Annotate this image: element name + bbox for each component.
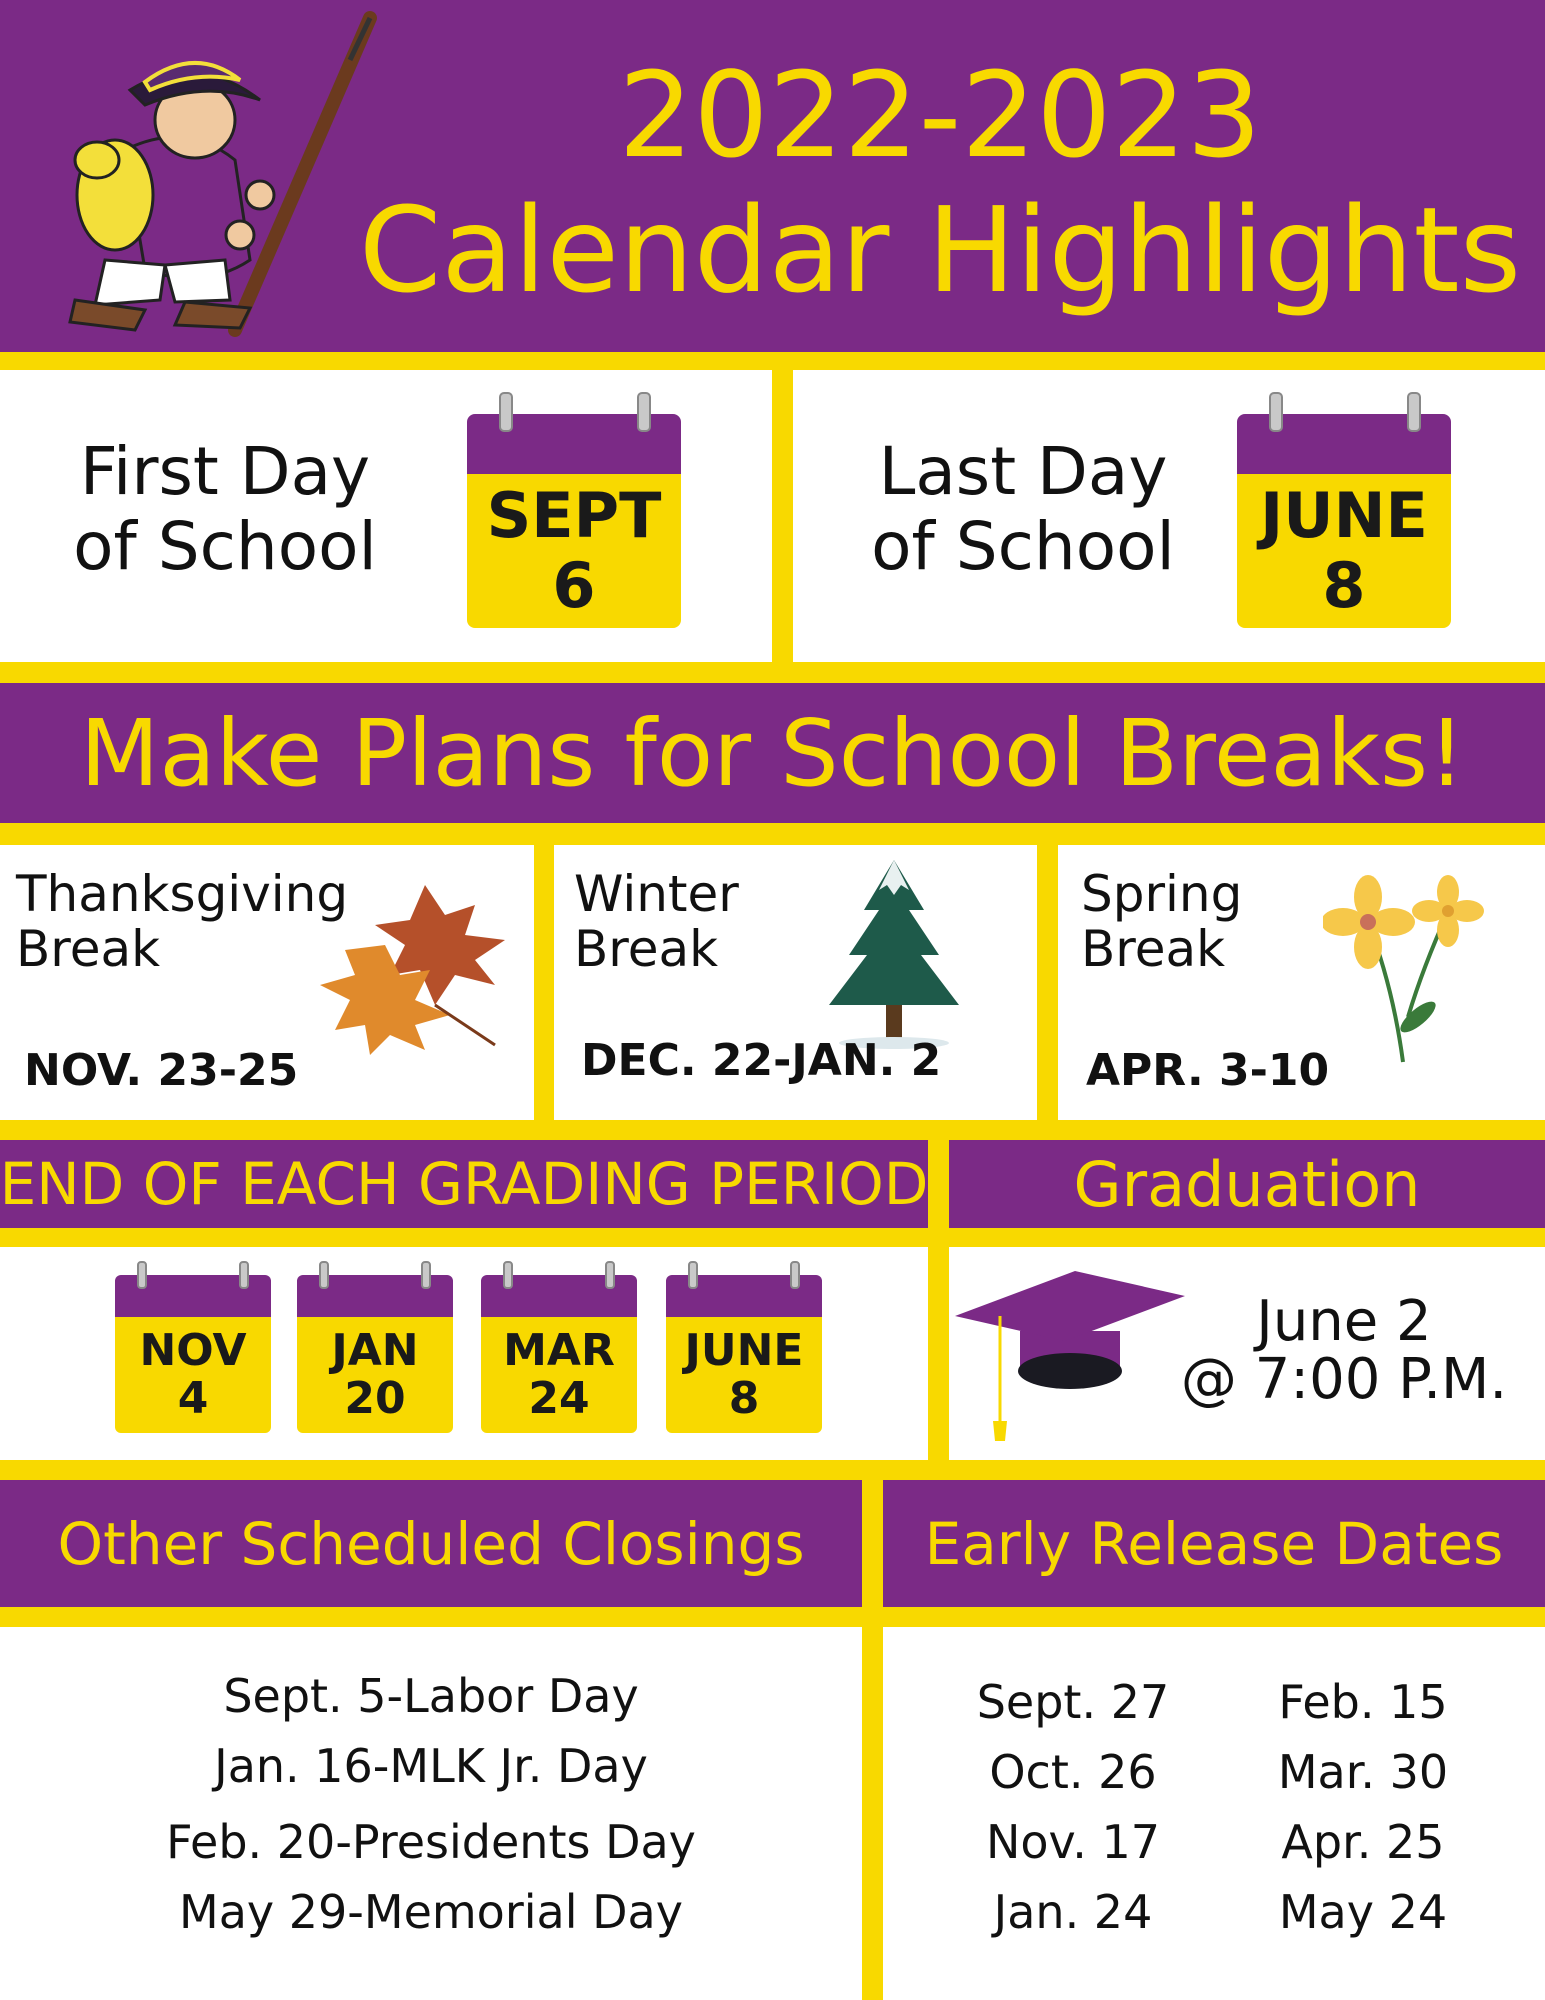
colonial-soldier-mascot-icon — [35, 10, 380, 340]
spring-date: APR. 3-10 — [1086, 1045, 1330, 1096]
early-release-date: Nov. 17 — [986, 1815, 1160, 1869]
early-release-title: Early Release Dates — [924, 1509, 1504, 1578]
grading-title: END OF EACH GRADING PERIOD — [0, 1150, 929, 1218]
early-release-date: Sept. 27 — [976, 1675, 1170, 1729]
last-day-panel — [793, 370, 1545, 662]
winter-date: DEC. 22-JAN. 2 — [581, 1035, 942, 1086]
breaks-banner — [0, 683, 1545, 823]
spring-name-1: Spring — [1081, 865, 1243, 923]
grading-month-4: JUNE — [684, 1325, 804, 1376]
first-day-month: SEPT — [486, 479, 662, 552]
thanksgiving-name-2: Break — [16, 920, 161, 978]
closings-title-bar — [0, 1480, 862, 1607]
early-release-date: Feb. 15 — [1278, 1675, 1448, 1729]
first-day-calendar-icon — [467, 414, 681, 628]
early-release-panel — [883, 1627, 1545, 2000]
early-release-date: Apr. 25 — [1281, 1815, 1445, 1869]
grading-day-3: 24 — [528, 1373, 590, 1424]
grading-calendar-4 — [666, 1275, 822, 1433]
grading-day-2: 20 — [344, 1373, 406, 1424]
closings-title: Other Scheduled Closings — [57, 1509, 805, 1578]
grading-day-4: 8 — [728, 1373, 760, 1424]
early-release-title-bar — [883, 1480, 1545, 1607]
grading-calendar-3 — [481, 1275, 637, 1433]
early-release-date: Jan. 24 — [993, 1885, 1153, 1939]
last-day-label-1: Last Day — [878, 433, 1168, 510]
first-day-day: 6 — [552, 549, 596, 622]
early-release-date: Mar. 30 — [1277, 1745, 1449, 1799]
early-release-date: May 24 — [1278, 1885, 1448, 1939]
autumn-leaves-icon — [315, 875, 530, 1055]
grading-calendar-2 — [297, 1275, 453, 1433]
grading-month-2: JAN — [331, 1325, 419, 1376]
closing-item: May 29-Memorial Day — [179, 1885, 683, 1939]
grading-title-bar — [0, 1140, 928, 1228]
thanksgiving-date: NOV. 23-25 — [24, 1045, 299, 1096]
header-title: Calendar Highlights — [358, 181, 1522, 319]
breaks-banner-text: Make Plans for School Breaks! — [80, 699, 1465, 807]
grading-dates-panel — [0, 1247, 928, 1460]
grading-month-3: MAR — [503, 1325, 615, 1376]
thanksgiving-break-panel — [0, 845, 534, 1120]
grading-month-1: NOV — [139, 1325, 247, 1376]
closing-item: Jan. 16-MLK Jr. Day — [214, 1739, 648, 1793]
closings-panel — [0, 1627, 862, 2000]
first-day-label-1: First Day — [79, 433, 371, 510]
early-release-date: Oct. 26 — [989, 1745, 1157, 1799]
header-year: 2022-2023 — [618, 46, 1262, 184]
spring-name-2: Break — [1081, 920, 1226, 978]
graduation-date: June 2 — [1256, 1289, 1432, 1354]
thanksgiving-name-1: Thanksgiving — [16, 865, 349, 923]
last-day-month: JUNE — [1260, 479, 1428, 552]
graduation-time: @ 7:00 P.M. — [1180, 1347, 1508, 1412]
header-banner — [0, 0, 1545, 352]
closing-item: Sept. 5-Labor Day — [223, 1669, 639, 1723]
winter-name-1: Winter — [574, 865, 739, 923]
winter-break-panel — [554, 845, 1037, 1120]
flower-icon — [1323, 867, 1493, 1067]
pine-tree-icon — [809, 855, 979, 1055]
spring-break-panel — [1058, 845, 1545, 1120]
graduation-panel — [949, 1247, 1545, 1460]
last-day-calendar-icon — [1237, 414, 1451, 628]
last-day-day: 8 — [1322, 549, 1366, 622]
closing-item: Feb. 20-Presidents Day — [166, 1815, 696, 1869]
first-day-panel — [0, 370, 772, 662]
graduation-title-bar — [949, 1140, 1545, 1228]
graduation-title: Graduation — [1073, 1147, 1421, 1221]
grading-calendar-1 — [115, 1275, 271, 1433]
winter-name-2: Break — [574, 920, 719, 978]
grading-day-1: 4 — [177, 1373, 209, 1424]
first-day-label-2: of School — [73, 507, 377, 585]
last-day-label-2: of School — [871, 507, 1175, 585]
